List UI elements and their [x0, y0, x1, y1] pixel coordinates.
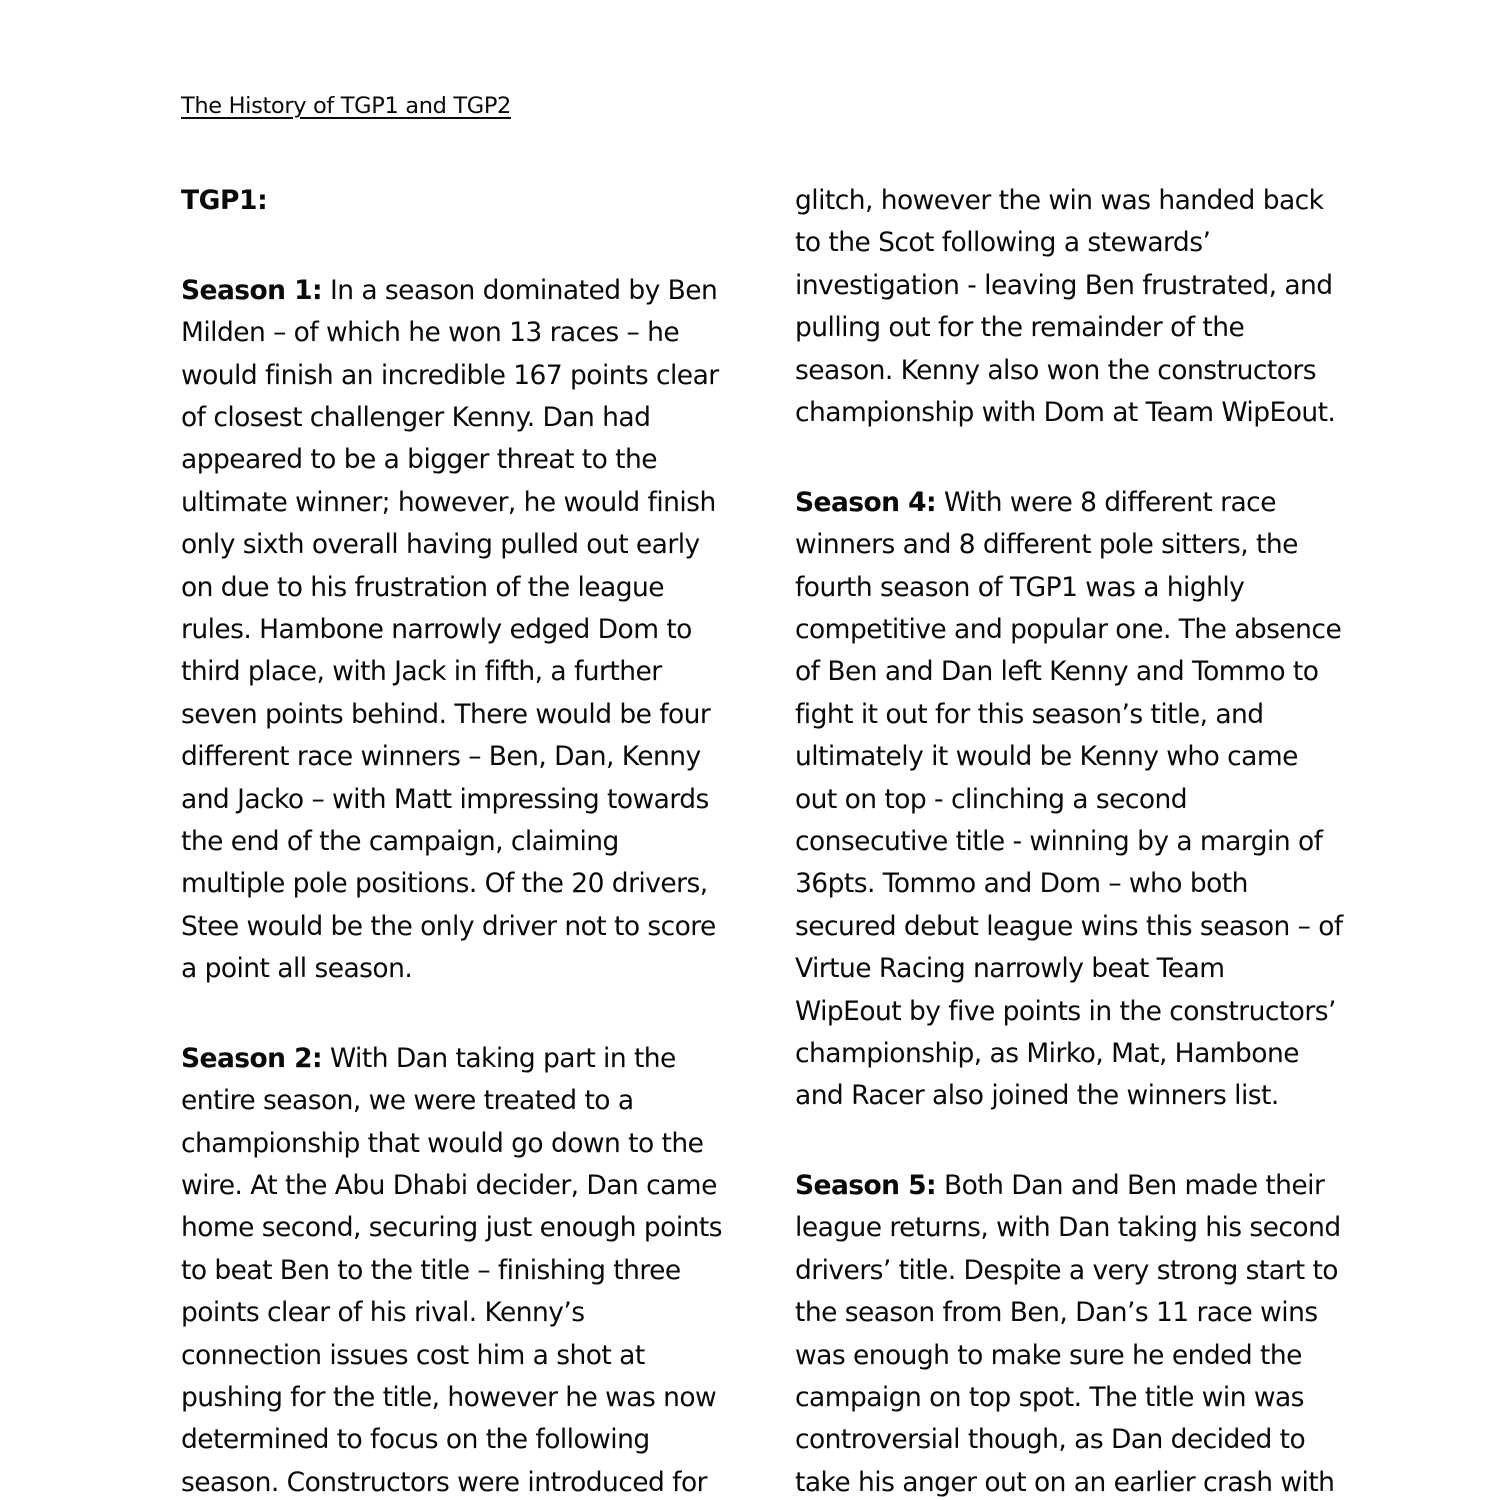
paragraph-line: of Ben and Dan left Kenny and Tommo to	[795, 656, 1319, 687]
paragraph-line	[181, 274, 717, 308]
paragraph-line: the season from Ben, Dan’s 11 race wins	[795, 1297, 1318, 1328]
paragraph-line: would finish an incredible 167 points clear	[181, 360, 719, 391]
paragraph-line: 36pts. Tommo and Dom – who both	[795, 868, 1248, 899]
paragraph-line: multiple pole positions. Of the 20 drivers,	[181, 868, 708, 899]
paragraph-line	[795, 486, 1276, 520]
paragraph-line: competitive and popular one. The absence	[795, 614, 1342, 645]
document-title: The History of TGP1 and TGP2	[181, 93, 511, 119]
paragraph-line: connection issues cost him a shot at	[181, 1340, 645, 1371]
paragraph-line: to the Scot following a stewards’	[795, 227, 1211, 258]
paragraph-line: championship that would go down to the	[181, 1128, 704, 1159]
paragraph-line: controversial though, as Dan decided to	[795, 1424, 1306, 1455]
paragraph-line: third place, with Jack in fifth, a further	[181, 656, 662, 687]
paragraph-line: entire season, we were treated to a	[181, 1085, 634, 1116]
season-label: Season 4:	[795, 487, 937, 518]
paragraph-line	[181, 1042, 676, 1076]
paragraph-line: only sixth overall having pulled out early	[181, 529, 700, 560]
paragraph-line: on due to his frustration of the league	[181, 572, 664, 603]
paragraph-line: and Racer also joined the winners list.	[795, 1080, 1279, 1111]
paragraph-line: points clear of his rival. Kenny’s	[181, 1297, 585, 1328]
paragraph-line: championship, as Mirko, Mat, Hambone	[795, 1038, 1299, 1069]
paragraph-line: glitch, however the win was handed back	[795, 185, 1324, 216]
paragraph-line: determined to focus on the following	[181, 1424, 650, 1455]
paragraph-line: league returns, with Dan taking his second	[795, 1212, 1341, 1243]
paragraph-line: seven points behind. There would be four	[181, 699, 711, 730]
paragraph-line: fourth season of TGP1 was a highly	[795, 572, 1245, 603]
paragraph-line: consecutive title - winning by a margin of	[795, 826, 1323, 857]
paragraph-line: campaign on top spot. The title win was	[795, 1382, 1304, 1413]
paragraph-line: pushing for the title, however he was now	[181, 1382, 717, 1413]
season-label: Season 2:	[181, 1043, 323, 1074]
paragraph-line: winners and 8 different pole sitters, the	[795, 529, 1298, 560]
paragraph-line: Virtue Racing narrowly beat Team	[795, 953, 1225, 984]
paragraph-line	[795, 1169, 1324, 1203]
paragraph-line: season. Constructors were introduced for	[181, 1467, 707, 1498]
paragraph-line: Milden – of which he won 13 races – he	[181, 317, 680, 348]
paragraph-line: and Jacko – with Matt impressing towards	[181, 784, 709, 815]
paragraph-line: a point all season.	[181, 953, 413, 984]
paragraph-line: drivers’ title. Despite a very strong start to	[795, 1255, 1338, 1286]
season-label: Season 5:	[795, 1170, 937, 1201]
paragraph-line: different race winners – Ben, Dan, Kenny	[181, 741, 701, 772]
paragraph-line: take his anger out on an earlier crash with	[795, 1467, 1335, 1498]
paragraph-line: Stee would be the only driver not to score	[181, 911, 716, 942]
paragraph-line: home second, securing just enough points	[181, 1212, 722, 1243]
paragraph-line: ultimately it would be Kenny who came	[795, 741, 1298, 772]
paragraph-line: ultimate winner; however, he would finish	[181, 487, 716, 518]
paragraph-line: championship with Dom at Team WipEout.	[795, 397, 1336, 428]
paragraph-line: rules. Hambone narrowly edged Dom to	[181, 614, 692, 645]
line-text: Both Dan and Ben made their	[936, 1170, 1325, 1201]
season-label: Season 1:	[181, 275, 323, 306]
paragraph-line: investigation - leaving Ben frustrated, and	[795, 270, 1333, 301]
paragraph-line: wire. At the Abu Dhabi decider, Dan came	[181, 1170, 717, 1201]
paragraph-line: appeared to be a bigger threat to the	[181, 444, 657, 475]
paragraph-line: pulling out for the remainder of the	[795, 312, 1245, 343]
paragraph-line: was enough to make sure he ended the	[795, 1340, 1302, 1371]
paragraph-line: fight it out for this season’s title, and	[795, 699, 1264, 730]
line-text: In a season dominated by Ben	[322, 275, 718, 306]
paragraph-line: out on top - clinching a second	[795, 784, 1188, 815]
paragraph-line: secured debut league wins this season – of	[795, 911, 1343, 942]
line-text: With Dan taking part in the	[322, 1043, 676, 1074]
paragraph-line: to beat Ben to the title – finishing three	[181, 1255, 681, 1286]
line-text: With were 8 different race	[936, 487, 1276, 518]
paragraph-line: season. Kenny also won the constructors	[795, 355, 1317, 386]
section-heading-tgp1: TGP1:	[181, 185, 268, 216]
paragraph-line: WipEout by five points in the constructors’	[795, 996, 1336, 1027]
paragraph-line: of closest challenger Kenny. Dan had	[181, 402, 651, 433]
paragraph-line: the end of the campaign, claiming	[181, 826, 619, 857]
